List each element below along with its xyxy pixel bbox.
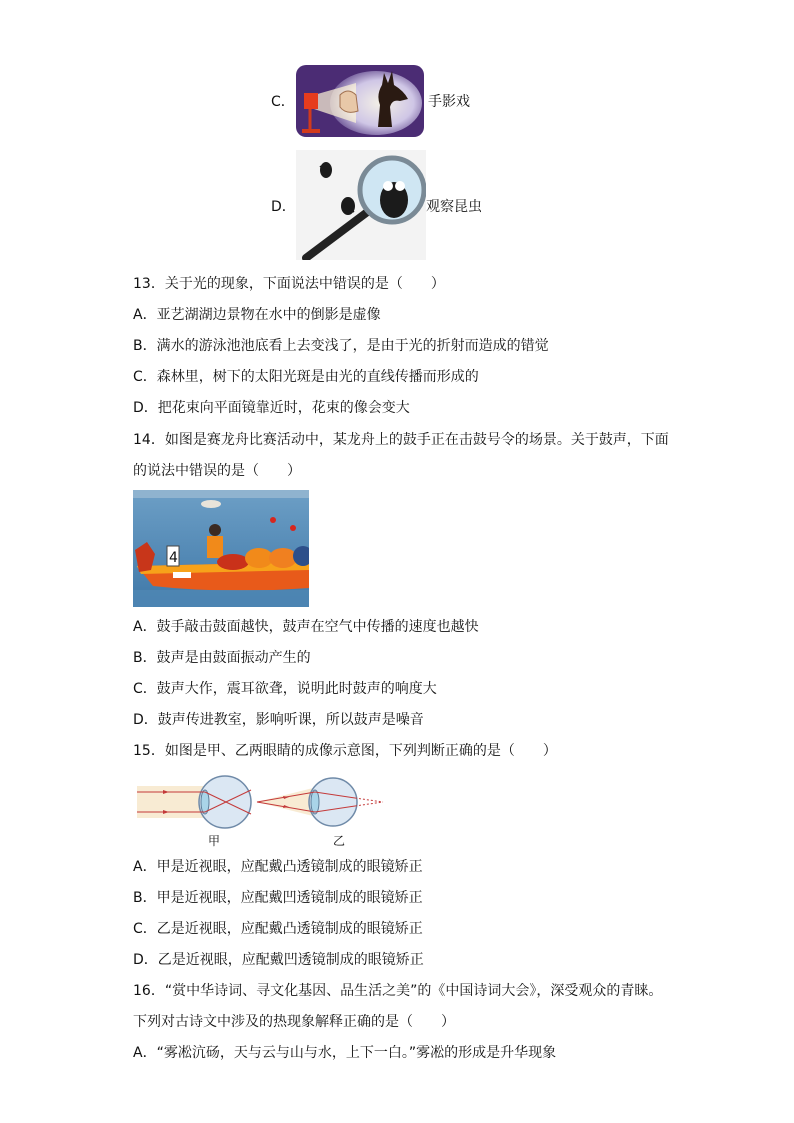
option-c-letter: C． [271, 94, 295, 110]
option-d-letter: D． [271, 199, 296, 215]
hand-shadow-image [296, 65, 424, 137]
eye-diagram [133, 772, 391, 834]
q15-option-a: A．甲是近视眼，应配戴凸透镜制成的眼镜矫正 [133, 859, 423, 875]
eye-b-figure [257, 778, 383, 826]
eye-a-figure [137, 776, 251, 828]
q15-option-b: B．甲是近视眼，应配戴凹透镜制成的眼镜矫正 [133, 890, 423, 906]
option-c-caption: 手影戏 [428, 94, 470, 110]
q13-option-a: A．亚艺湖湖边景物在水中的倒影是虚像 [133, 307, 381, 323]
q13-stem: 13．关于光的现象，下面说法中错误的是（ ） [133, 276, 445, 292]
q15-option-c: C．乙是近视眼，应配戴凸透镜制成的眼镜矫正 [133, 921, 423, 937]
q14-option-a: A．鼓手敲击鼓面越快，鼓声在空气中传播的速度也越快 [133, 619, 479, 635]
magnifier-insect-image [296, 150, 426, 260]
q16-option-a: A．“雾凇沆砀，天与云与山与水，上下一白。”雾凇的形成是升华现象 [133, 1045, 557, 1061]
eye-label-a: 甲 [208, 834, 221, 848]
eye-label-b: 乙 [333, 834, 346, 848]
option-d-caption: 观察昆虫 [426, 199, 482, 215]
q15-stem: 15．如图是甲、乙两眼睛的成像示意图，下列判断正确的是（ ） [133, 743, 557, 759]
q14-option-c: C．鼓声大作，震耳欲聋，说明此时鼓声的响度大 [133, 681, 437, 697]
boat-number: 4 [169, 550, 178, 566]
q13-option-b: B．满水的游泳池池底看上去变浅了，是由于光的折射而造成的错觉 [133, 338, 549, 354]
q13-option-c: C．森林里，树下的太阳光斑是由光的直线传播而形成的 [133, 369, 479, 385]
q13-option-d: D．把花束向平面镜靠近时，花束的像会变大 [133, 400, 410, 416]
q15-option-d: D．乙是近视眼，应配戴凹透镜制成的眼镜矫正 [133, 952, 424, 968]
dragon-boat-photo [133, 490, 309, 607]
q16-stem-line1: 16．“赏中华诗词、寻文化基因、品生活之美”的《中国诗词大会》，深受观众的青睐。 [133, 983, 663, 999]
q14-option-d: D．鼓声传进教室，影响听课，所以鼓声是噪音 [133, 712, 424, 728]
q14-stem-line2: 的说法中错误的是（ ） [133, 463, 301, 479]
q14-stem-line1: 14．如图是赛龙舟比赛活动中，某龙舟上的鼓手正在击鼓号令的场景。关于鼓声，下面 [133, 432, 669, 448]
q14-option-b: B．鼓声是由鼓面振动产生的 [133, 650, 311, 666]
q16-stem-line2: 下列对古诗文中涉及的热现象解释正确的是（ ） [133, 1014, 455, 1030]
